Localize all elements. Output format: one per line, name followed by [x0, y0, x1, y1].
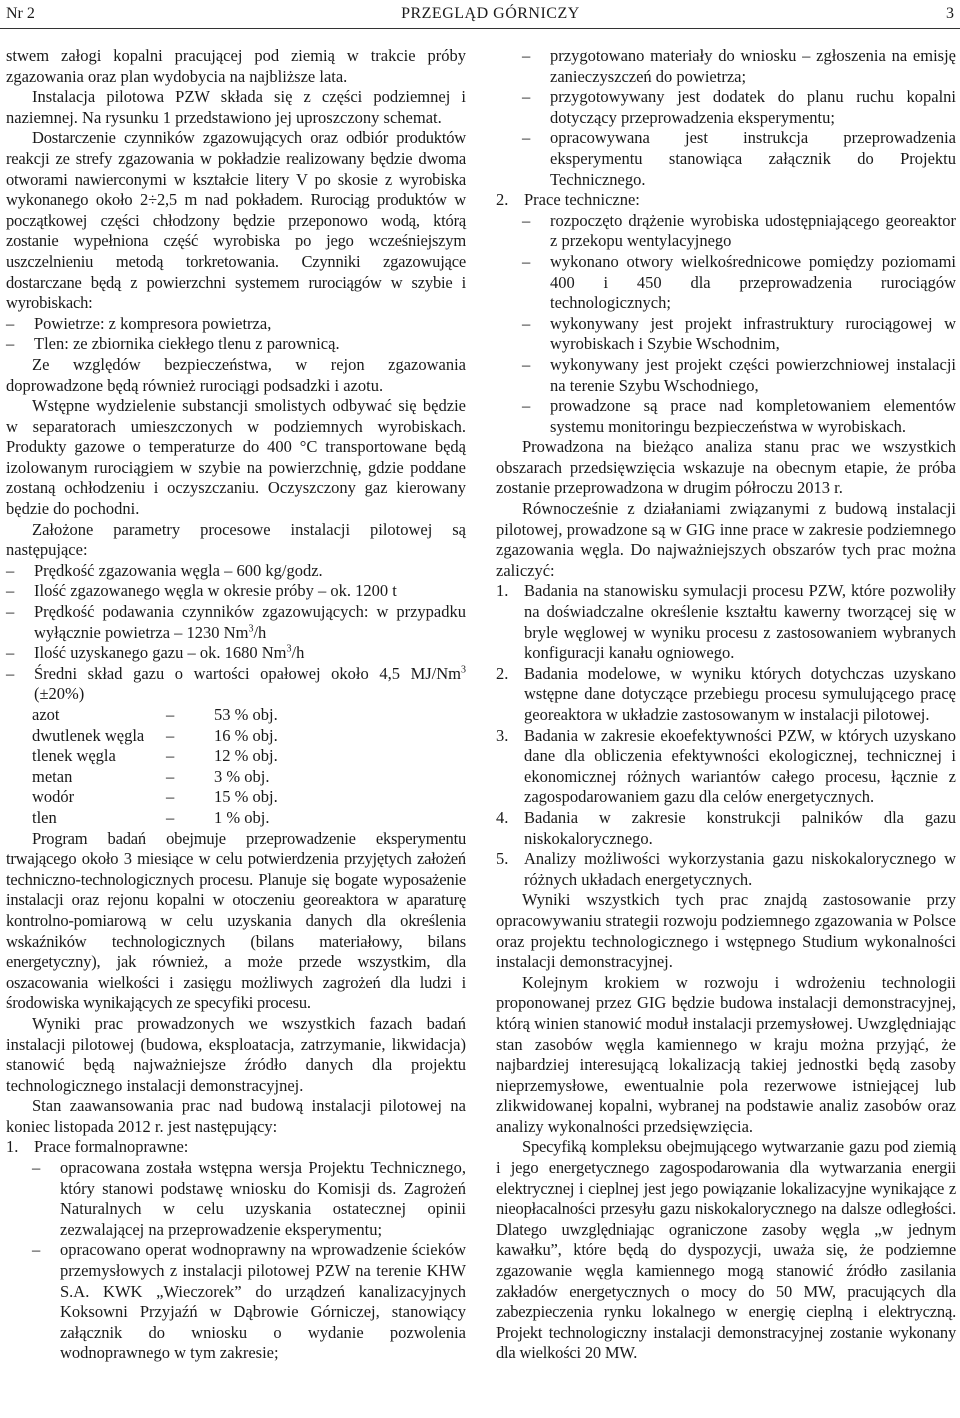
- gas-dash: –: [166, 746, 175, 766]
- gas-value: 3 % obj.: [214, 766, 270, 786]
- list-item-text: /h: [253, 622, 267, 642]
- paragraph: Instalacja pilotowa PZW składa się z części podziemnej i naziemnej. Na rysunku 1 przedstawiono jej uproszczony schemat.: [6, 87, 466, 127]
- item-number: 2.: [496, 663, 509, 683]
- paragraph: Dostarczenie czynników zgazowujących oraz odbiór produktów reakcji ze strefy zgazowania w pokładzie realizowany będzie dwoma otworami nawierconymi w kształcie litery V po skosie z wyrobiska wykonanego około 2÷2,5 m nad pokładem. Rurociąg produktów w początkowej części chłodzony będzie przeponowo wodą, którą zostanie wypełniona część wyrobiska po jego wcześniejszym uszczelnieniu metodą torkretowania. Czynniki zgazowujące dostarczane będą z powierzchni systemem rurociągów w szybie i wyrobiskach:: [6, 128, 466, 313]
- gas-row: [6, 726, 466, 747]
- item-number: 1.: [6, 1137, 19, 1157]
- paragraph: Kolejnym krokiem w rozwoju i wdrożeniu technologii proponowanej przez GIG będzie budowa instalacji demonstracyjnej, którą winien stanowić moduł instalacji przemysłowej. Uwzględniając stan zasobów węgla kamiennego w kraju można przyjąć, że najbardziej interesującą lokalizacją takiej jednostki będą zasoby nieprzemysłowe, ewentualnie pola rezerwowe istniejącej lub zlikwidowanej kopalni, wybranej na podstawie analiz zasobów oraz analizy wykonalności przedsięwzięcia.: [496, 972, 956, 1136]
- gas-name: metan: [32, 766, 73, 786]
- gas-row: [6, 746, 466, 767]
- list-item: [6, 664, 466, 705]
- paragraph: Wyniki prac prowadzonych we wszystkich fazach badań instalacji pilotowej (budowa, eksploatacja, zatrzymanie, likwidacja) stanowić będą najważniejsze źródło danych dla projektu technologicznego instalacji demonstracyjnej.: [6, 1013, 466, 1095]
- item-text: Badania modelowe, w wyniku których dotychczas uzyskano wstępne dane dotyczące przebiegu procesu symulującego pracę georeaktora w układzie zastosowanym w instalacji pilotowej.: [524, 663, 956, 724]
- numbered-item: [496, 849, 956, 890]
- list-item: – Tlen: ze zbiornika ciekłego tlenu z parownicą.: [6, 334, 466, 355]
- item-number: 3.: [496, 725, 509, 745]
- gas-row: [6, 767, 466, 788]
- gas-dash: –: [166, 725, 175, 745]
- list-item: – wykonywany jest projekt części powierzchniowej instalacji na terenie Szybu Wschodniego,: [496, 355, 956, 396]
- gas-composition-table: [6, 705, 466, 829]
- list-item: – wykonywany jest projekt infrastruktury rurociągowej w wyrobiskach i Szybie Wschodnim,: [496, 314, 956, 355]
- list-item: – wykonano otwory wielkośrednicowe pomiędzy poziomami 400 i 450 dla przeprowadzenia rurociągów technologicznych;: [496, 252, 956, 314]
- paragraph: Wstępne wydzielenie substancji smolistych odbywać się będzie w separatorach umieszczonych w podziemnych wyrobiskach. Produkty gazowe o temperaturze do 400 °C transportowane będą izolowanym rurociągiem w szybie na powierzchnię, gdzie poddane zostaną ochłodzeniu i oczyszczaniu. Oczyszczony gaz kierowany będzie do pochodni.: [6, 396, 466, 519]
- gas-dash: –: [166, 787, 175, 807]
- header-rule: [0, 28, 960, 29]
- paragraph: Program badań obejmuje przeprowadzenie eksperymentu trwającego około 3 miesiące w celu potwierdzenia przyjętych założeń techniczno-technologicznych procesu. Planuje się bogate wyposażenie instalacji oraz rejonu kopalni w otoczeniu georeaktora w aparaturę kontrolno-pomiarową w celu uzyskania danych dla określenia wskaźników technologicznych (bilans materiałowy, bilans energetyczny), jak również, a może przede wszystkim, dla oszacowania wielkości i zasięgu możliwych zagrożeń dla ludzi i środowiska wynikających ze specyfiki procesu.: [6, 828, 466, 1013]
- list-item: [6, 602, 466, 643]
- gas-dash: –: [166, 807, 175, 827]
- list-item-text: /h: [291, 643, 305, 663]
- right-column: [496, 46, 956, 1364]
- item-number: 5.: [496, 849, 509, 869]
- gas-row: [6, 808, 466, 829]
- item-number: 2.: [496, 190, 509, 210]
- item-text: Analizy możliwości wykorzystania gazu niskokalorycznego w różnych układach energetycznych.: [524, 849, 956, 889]
- paragraph: Wyniki wszystkich tych prac znajdą zastosowanie przy opracowywaniu strategii rozwoju podziemnego zgazowania w Polsce oraz projektu technologicznego i wstępnego Studium wykonalności instalacji demonstracyjnej.: [496, 890, 956, 972]
- list-item: – Powietrze: z kompresora powietrza,: [6, 314, 466, 335]
- gas-value: 16 % obj.: [214, 725, 278, 745]
- paragraph: Prowadzona na bieżąco analiza stanu prac we wszystkich obszarach przedsięwzięcia wskazuje na obecnym etapie, że próba zostanie przeprowadzona w drugim półroczu 2013 r.: [496, 437, 956, 498]
- journal-title: PRZEGLĄD GÓRNICZY: [401, 4, 580, 22]
- gas-value: 1 % obj.: [214, 807, 270, 827]
- list-item: – opracowana została wstępna wersja Projektu Technicznego, który stanowi podstawę wniosku do Komisji ds. Zagrożeń Naturalnych w celu uzyskania ostatecznej opinii zezwalającej na przeprowadzenie eksperymentu;: [6, 1158, 466, 1240]
- list-item: – Prędkość zgazowania węgla – 600 kg/godz.: [6, 561, 466, 582]
- list-item-text: Ilość uzyskanego gazu – ok. 1680 Nm: [34, 643, 287, 663]
- list-item: – Ilość zgazowanego węgla w okresie próby – ok. 1200 t: [6, 581, 466, 602]
- paragraph: stwem załogi kopalni pracującej pod ziemią w trakcie próby zgazowania oraz plan wydobycia na najbliższe lata.: [6, 46, 466, 86]
- numbered-item: [6, 1137, 466, 1158]
- left-column: [6, 46, 466, 1364]
- item-number: 4.: [496, 807, 509, 827]
- gas-name: tlenek węgla: [32, 746, 116, 766]
- gas-value: 12 % obj.: [214, 746, 278, 766]
- item-text: Prace techniczne:: [524, 190, 640, 210]
- paragraph: Założone parametry procesowe instalacji pilotowej są następujące:: [6, 519, 466, 560]
- numbered-item: [496, 808, 956, 849]
- paragraph: Specyfiką kompleksu obejmującego wytwarzanie gazu pod ziemią i jego energetycznego zagospodarowania dla wytwarzania energii elektrycznej i cieplnej jest jego powiązanie lokalizacyjne wynikające z nieopłacalności przesyłu gazu niskokalorycznego na dalsze odległości. Dlatego uwzględniając ograniczone zasoby węgla „w jednym kawałku”, które będą do dyspozycji, uważa się, że podziemne zgazowanie węgla kamiennego mogą stanowić źródło zasilania zakładów energetycznych o mocy do 50 MW, pracujących dla zabezpieczenia rynku lokalnego w energię cieplną i elektryczną. Projekt technologiczny instalacji demonstracyjnej zostanie wykonany dla wielkości 20 MW.: [496, 1137, 956, 1363]
- list-item: [6, 643, 466, 664]
- item-text: Badania w zakresie konstrukcji palników dla gazu niskokalorycznego.: [524, 807, 956, 848]
- item-text: Prace formalnoprawne:: [34, 1137, 189, 1157]
- gas-name: wodór: [32, 787, 75, 807]
- item-number: 1.: [496, 581, 509, 601]
- gas-dash: –: [166, 766, 175, 786]
- list-item: – rozpoczęto drążenie wyrobiska udostępniającego georeaktor z przekopu wentylacyjnego: [496, 211, 956, 252]
- numbered-item: [496, 664, 956, 726]
- superscript: 3: [286, 643, 292, 655]
- gas-name: tlen: [32, 807, 57, 827]
- page-header: [6, 2, 954, 26]
- paragraph: Stan zaawansowania prac nad budową instalacji pilotowej na koniec listopada 2012 r. jest następujący:: [6, 1096, 466, 1136]
- list-item-text: (±20%): [34, 684, 85, 704]
- list-item: – opracowano operat wodnoprawny na wprowadzenie ścieków przemysłowych z instalacji pilotowej PZW na terenie KHW S.A. KWK „Wieczorek” do urządzeń kanalizacyjnych Koksowni Przyjaźń w Dąbrowie Górniczej, stanowiący załącznik do wniosku o wydanie pozwolenia wodnoprawnego w tym zakresie;: [6, 1240, 466, 1364]
- item-text: Badania na stanowisku symulacji procesu PZW, które pozwoliły na doświadczalne określenie kształtu kawerny tworzącej się w bryle węglowej w wyniku procesu z zastosowaniem wybranych konfiguracji kanału ogniowego.: [524, 581, 956, 663]
- gas-value: 15 % obj.: [214, 787, 278, 807]
- gas-row: [6, 705, 466, 726]
- list-item: – opracowywana jest instrukcja przeprowadzenia eksperymentu stanowiąca załącznik do Projektu Technicznego.: [496, 128, 956, 190]
- page-number: 3: [945, 4, 954, 22]
- gas-name: dwutlenek węgla: [32, 725, 145, 745]
- list-item: – przygotowywany jest dodatek do planu ruchu kopalni dotyczący przeprowadzenia eksperymentu;: [496, 87, 956, 128]
- paragraph: Równocześnie z działaniami związanymi z budową instalacji pilotowej, prowadzone są w GIG inne prace w zakresie podziemnego zgazowania węgla. Do najważniejszych obszarów tych prac można zaliczyć:: [496, 499, 956, 580]
- list-item-text: Prędkość podawania czynników zgazowujących: w przypadku wyłącznie powietrza – 1230 Nm: [34, 602, 466, 642]
- gas-dash: –: [166, 705, 175, 724]
- superscript: 3: [461, 664, 466, 676]
- list-item-text: Średni skład gazu o wartości opałowej około 4,5 MJ/Nm: [34, 663, 461, 683]
- numbered-item: [496, 726, 956, 808]
- superscript: 3: [248, 623, 254, 635]
- item-text: Badania w zakresie ekoefektywności PZW, w których uzyskano dane dla obliczenia efektywności ekologicznej, technicznej i ekonomicznej różnych wariantów całego procesu, łącznie z zagospodarowaniem gazu dla celów energetycznych.: [524, 725, 956, 807]
- list-item: – prowadzone są prace nad kompletowaniem elementów systemu monitoringu bezpieczeństwa w wyrobiskach.: [496, 396, 956, 437]
- gas-name: azot: [32, 705, 60, 724]
- gas-row: [6, 787, 466, 808]
- issue-number: Nr 2: [6, 4, 35, 22]
- numbered-item: [496, 581, 956, 663]
- numbered-item: [496, 190, 956, 211]
- paragraph: Ze względów bezpieczeństwa, w rejon zgazowania doprowadzone będą również rurociągi podsadzki i azotu.: [6, 354, 466, 395]
- gas-value: 53 % obj.: [214, 705, 278, 724]
- list-item: – przygotowano materiały do wniosku – zgłoszenia na emisję zanieczyszczeń do powietrza;: [496, 46, 956, 87]
